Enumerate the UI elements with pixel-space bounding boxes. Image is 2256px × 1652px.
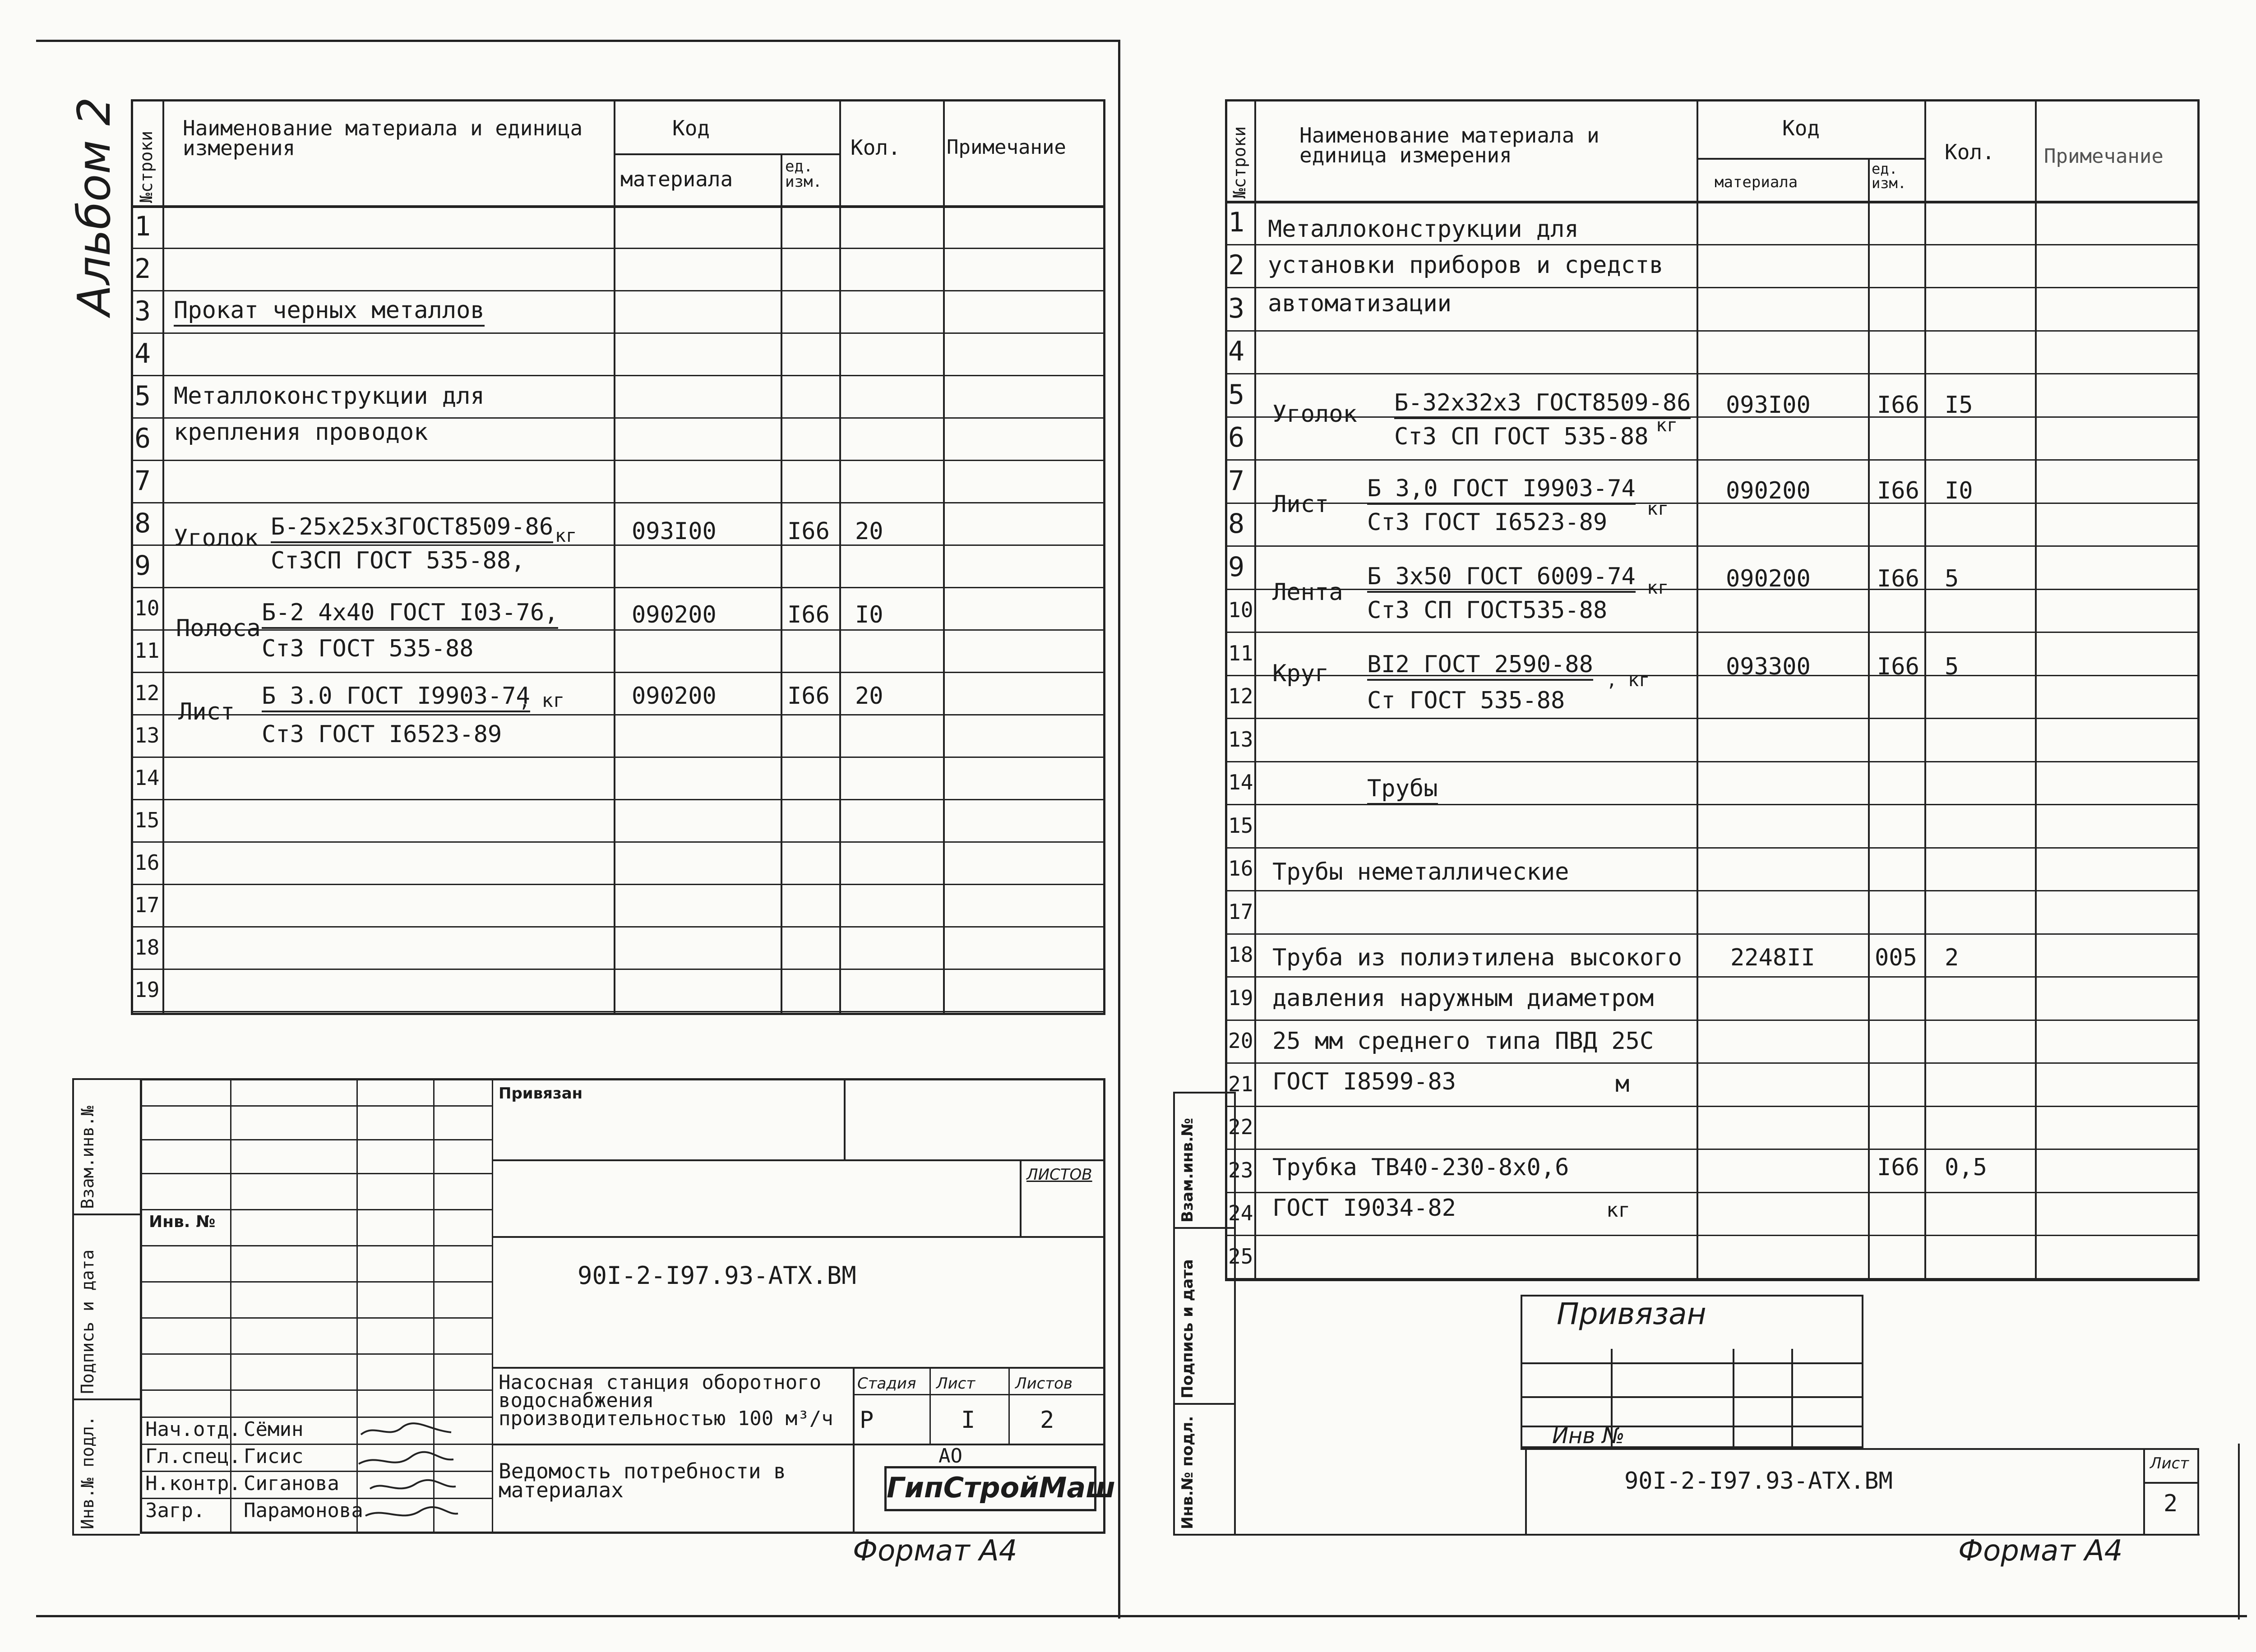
left-row12-code: 090200	[632, 683, 717, 710]
right-row-number: 7	[1228, 465, 1245, 497]
left-stamp-grid-line	[492, 1367, 1105, 1369]
right-row-line	[1225, 718, 2200, 719]
left-row-line	[131, 884, 1105, 885]
right-row-line	[1225, 330, 2200, 332]
right-row14-text: Трубы	[1367, 776, 1438, 801]
right-row7-unit: кг	[1647, 498, 1669, 519]
left-stamp-grid-line	[140, 1317, 492, 1319]
left-row-line	[131, 926, 1105, 928]
right-row-line	[1225, 933, 2200, 935]
left-row-number: 17	[134, 893, 160, 917]
right-stamp-sheet-label: Лист	[2150, 1454, 2189, 1472]
right-hdr-code-unit: ед. изм.	[1872, 160, 1907, 192]
left-row-line	[131, 969, 1105, 970]
right-hdr-qty: Кол.	[1945, 140, 1995, 164]
left-row-line	[131, 332, 1105, 334]
left-stamp-sheets: 2	[1040, 1407, 1054, 1434]
right-row-number: 4	[1228, 336, 1245, 368]
left-stamp-privyazan: Привязан	[499, 1084, 583, 1103]
right-row10-spec: Ст3 СП ГОСТ535-88	[1367, 597, 1608, 624]
left-row-number: 5	[134, 380, 151, 412]
left-logo: ГипСтройМаш	[884, 1466, 1096, 1511]
right-side-label-inv: Инв.№ подл.	[1179, 1416, 1197, 1529]
left-row-line	[131, 714, 1105, 715]
right-stamp-inv: Инв №	[1552, 1423, 1625, 1449]
right-row5-qty: I5	[1945, 392, 1973, 419]
left-row8-unit: кг	[555, 526, 577, 546]
right-row12-spec: Ст ГОСТ 535-88	[1367, 687, 1565, 714]
right-row-number: 9	[1228, 551, 1245, 583]
left-side-strip-bottom	[72, 1534, 140, 1536]
right-side-strip-top	[1173, 1092, 1234, 1094]
left-row3-text: Прокат черных металлов	[174, 298, 485, 323]
top-border-line	[36, 40, 1119, 42]
right-row-line	[1225, 890, 2200, 891]
right-hdr-code-material: материала	[1715, 173, 1798, 191]
right-stamp-row1	[1521, 1362, 1863, 1364]
right-row9-unitcode: I66	[1877, 565, 1919, 592]
right-row-number: 15	[1228, 813, 1253, 838]
left-stamp-sheet-label: Лист	[936, 1375, 975, 1393]
right-row7-spec: Б 3,0 ГОСТ I9903-74	[1367, 476, 1636, 501]
right-row19-text: давления наружным диаметром	[1272, 985, 1654, 1012]
right-stamp-right-edge	[2197, 1448, 2199, 1534]
right-code-subline	[1697, 158, 1924, 160]
right-row-line	[1225, 416, 2200, 418]
left-row8-code: 093I00	[632, 518, 717, 545]
right-row5-label: Уголок	[1272, 401, 1357, 428]
right-row-line	[1225, 1062, 2200, 1064]
left-row-number: 9	[134, 550, 151, 581]
left-row-number: 11	[134, 638, 160, 663]
left-row-number: 8	[134, 508, 151, 539]
left-stamp-grid-line	[492, 1159, 1105, 1161]
left-row12-label: Лист	[178, 698, 235, 725]
right-stamp-row2	[1521, 1396, 1863, 1398]
left-format-label: Формат А4	[853, 1534, 1017, 1568]
left-row-number: 18	[134, 935, 160, 960]
left-row12-unitcode: I66	[787, 683, 830, 710]
left-hdr-rownum: №строки	[136, 130, 156, 203]
left-row-line	[131, 841, 1105, 843]
left-logo-top: АО	[938, 1444, 962, 1467]
left-stamp-sheet-title: Ведомость потребности в материалах	[499, 1459, 786, 1502]
right-row-number: 22	[1228, 1115, 1253, 1140]
left-stamp-listov: ЛИСТОВ	[1026, 1166, 1092, 1184]
right-row2-text: установки приборов и средств	[1268, 252, 1664, 279]
right-row7-code: 090200	[1726, 477, 1811, 504]
left-row-number: 1	[134, 211, 151, 242]
right-row-number: 10	[1228, 598, 1253, 623]
right-row-number: 1	[1228, 206, 1245, 238]
right-row-number: 17	[1228, 899, 1253, 924]
right-hdr-name: Наименование материала и единица измерения	[1299, 123, 1600, 167]
right-row-number: 20	[1228, 1029, 1253, 1053]
right-row-number: 2	[1228, 249, 1245, 281]
right-row23-unitcode: I66	[1877, 1154, 1919, 1181]
right-stamp-doc-code: 90I-2-I97.93-АТХ.ВМ	[1624, 1467, 1893, 1495]
right-row1-text: Металлоконструкции для	[1268, 216, 1579, 243]
left-stamp-grid-line	[929, 1367, 931, 1444]
left-row-line	[131, 629, 1105, 631]
left-stamp-stage: Р	[860, 1407, 874, 1434]
right-row7-unitcode: I66	[1877, 477, 1919, 504]
left-staff-name-1: Сёмин	[244, 1418, 304, 1441]
left-stamp-grid-line	[140, 1209, 492, 1210]
left-row-number: 15	[134, 808, 160, 832]
left-row12-qty: 20	[855, 683, 883, 710]
right-side-label-vzam: Взам.инв.№	[1179, 1118, 1197, 1223]
right-row5-unitcode: I66	[1877, 392, 1919, 419]
left-hdr-code: Код	[672, 116, 710, 140]
album-label: Альбом 2	[68, 97, 120, 316]
left-stamp-grid-line	[492, 1236, 1105, 1238]
left-row-number: 13	[134, 723, 160, 748]
right-row5-spec: Б-32х32х3 ГОСТ8509-86	[1394, 390, 1691, 415]
left-row-number: 14	[134, 766, 160, 790]
right-row11-code: 093300	[1726, 653, 1811, 680]
right-row7-label: Лист	[1272, 491, 1329, 518]
left-row-number: 6	[134, 423, 151, 454]
right-stamp-sheet: 2	[2164, 1490, 2178, 1517]
right-col-note	[2035, 99, 2037, 1281]
left-side-strip-top	[72, 1078, 140, 1080]
right-row20-text: 25 мм среднего типа ПВД 25С	[1272, 1028, 1654, 1055]
right-header-bottom	[1225, 201, 2200, 203]
right-format-label: Формат А4	[1958, 1534, 2123, 1568]
right-side-strip-sep2	[1173, 1403, 1234, 1405]
left-staff-name-4: Парамонова	[244, 1499, 363, 1522]
right-row-line	[1225, 545, 2200, 547]
right-row-number: 24	[1228, 1201, 1253, 1226]
right-row-number: 25	[1228, 1244, 1253, 1269]
left-stamp-doc-code: 90I-2-I97.93-АТХ.ВМ	[578, 1261, 856, 1290]
right-row-number: 18	[1228, 942, 1253, 967]
right-row11-spec: ВI2 ГОСТ 2590-88	[1367, 652, 1593, 677]
left-row-number: 16	[134, 850, 160, 875]
right-hdr-code: Код	[1782, 116, 1820, 140]
left-row8-label: Уголок	[174, 525, 259, 552]
right-row18-unitcode: 005	[1875, 944, 1917, 971]
left-side-strip-sep2	[72, 1398, 140, 1400]
right-row-line	[1225, 1020, 2200, 1021]
left-stamp-grid-line	[853, 1367, 855, 1534]
right-row-number: 21	[1228, 1071, 1253, 1096]
right-row-line	[1225, 1278, 2200, 1279]
right-row8-spec: Ст3 ГОСТ I6523-89	[1367, 509, 1608, 536]
left-stamp-grid-line	[140, 1389, 492, 1391]
right-row-line	[1225, 632, 2200, 633]
left-hdr-note: Примечание	[947, 136, 1066, 159]
right-row-number: 19	[1228, 985, 1253, 1010]
left-row12-unit: , кг	[519, 689, 565, 711]
left-row8-unitcode: I66	[787, 518, 830, 545]
left-row-number: 3	[134, 295, 151, 327]
left-stamp-grid-line	[1008, 1367, 1010, 1444]
left-row-line	[131, 290, 1105, 291]
right-row24-text: ГОСТ I9034-82	[1272, 1195, 1456, 1222]
right-edge-line	[2238, 1444, 2240, 1620]
right-row-line	[1225, 287, 2200, 288]
right-row-line	[1225, 373, 2200, 374]
left-row-line	[131, 375, 1105, 376]
right-row23-qty: 0,5	[1945, 1154, 1987, 1181]
left-row-line	[131, 545, 1105, 546]
right-stamp-privyazan: Привязан	[1557, 1297, 1706, 1331]
left-staff-role-4: Загр.	[145, 1499, 205, 1522]
right-row5-code: 093I00	[1726, 392, 1811, 419]
left-side-label-sign: Подпись и дата	[78, 1249, 97, 1394]
left-row-line	[131, 460, 1105, 461]
left-side-label-inv: Инв.№ подл.	[78, 1416, 97, 1529]
right-col-unit	[1868, 158, 1870, 1281]
left-stamp-grid-line	[140, 1281, 492, 1283]
left-stamp-grid-line	[492, 1444, 1105, 1445]
right-row11-qty: 5	[1945, 653, 1959, 680]
left-row10-spec: Б-2 4х40 ГОСТ I03-76,	[262, 600, 558, 625]
right-row-line	[1225, 1149, 2200, 1150]
left-hdr-code-unit: ед. изм.	[785, 157, 822, 191]
right-row18-qty: 2	[1945, 944, 1959, 971]
left-row-line	[131, 587, 1105, 588]
right-hdr-rownum: №строки	[1230, 126, 1249, 198]
left-stamp-project-title: Насосная станция оборотного водоснабжения производительностью 100 м³/ч	[499, 1371, 833, 1430]
right-row11-label: Круг	[1272, 660, 1329, 687]
right-row11-unitcode: I66	[1877, 653, 1919, 680]
right-col-code-start	[1697, 99, 1698, 1281]
right-row9-qty: 5	[1945, 565, 1959, 592]
left-stamp-stage-label: Стадия	[857, 1375, 916, 1393]
right-row-number: 8	[1228, 508, 1245, 540]
left-stamp-grid-line	[140, 1105, 492, 1107]
left-header-bottom	[131, 205, 1105, 208]
left-staff-role-3: Н.контр.	[145, 1472, 241, 1495]
right-stamp-col3	[1791, 1349, 1793, 1448]
left-hdr-code-material: материала	[620, 167, 733, 191]
right-row9-unit: кг	[1647, 577, 1669, 598]
left-row-line	[131, 502, 1105, 503]
left-stamp-grid-line	[492, 1078, 493, 1534]
left-row9-spec: Ст3СП ГОСТ 535-88,	[271, 547, 525, 574]
left-row-line	[131, 757, 1105, 758]
left-row-line	[131, 1011, 1105, 1012]
left-col-note	[943, 99, 945, 1015]
left-staff-role-1: Нач.отд.	[145, 1418, 241, 1441]
right-side-label-sign: Подпись и дата	[1179, 1259, 1197, 1398]
right-row-number: 5	[1228, 378, 1245, 411]
left-col-unit	[781, 153, 782, 1015]
right-col-rownum	[1254, 99, 1256, 1281]
left-code-subline	[614, 153, 839, 155]
right-row-number: 14	[1228, 770, 1253, 795]
right-row11-unit: , кг	[1606, 670, 1650, 691]
bottom-border-line	[36, 1615, 2247, 1617]
right-row23-text: Трубка ТВ40-230-8х0,6	[1272, 1154, 1569, 1181]
left-side-strip-sep1	[72, 1214, 140, 1215]
right-row-number: 11	[1228, 641, 1253, 665]
left-row-line	[131, 672, 1105, 673]
right-row3-text: автоматизации	[1268, 290, 1452, 317]
right-row-number: 16	[1228, 856, 1253, 881]
left-col-rownum	[162, 99, 164, 1015]
left-row10-qty: I0	[855, 601, 883, 628]
left-stamp-inv: Инв. №	[149, 1213, 216, 1231]
left-stamp-grid-line	[1020, 1159, 1022, 1236]
left-row12-spec: Б 3.0 ГОСТ I9903-74	[262, 683, 530, 709]
right-row-line	[1225, 244, 2200, 245]
right-row-number: 13	[1228, 727, 1253, 752]
left-stamp-grid-line	[853, 1394, 1105, 1395]
left-side-strip-edge	[72, 1078, 74, 1534]
right-row-line	[1225, 1106, 2200, 1107]
left-staff-role-2: Гл.спец.	[145, 1445, 241, 1468]
right-row-number: 6	[1228, 422, 1245, 454]
left-stamp-grid-line	[140, 1173, 492, 1174]
left-row13-spec: Ст3 ГОСТ I6523-89	[262, 721, 502, 748]
right-row7-qty: I0	[1945, 477, 1973, 504]
right-row-number: 12	[1228, 684, 1253, 709]
right-row-line	[1225, 761, 2200, 762]
right-row9-label: Лента	[1272, 579, 1343, 606]
right-row-line	[1225, 1192, 2200, 1193]
left-signatures	[356, 1421, 460, 1529]
left-side-label-vzam: Взам.инв.№	[78, 1106, 97, 1209]
right-row21-text: ГОСТ I8599-83	[1272, 1068, 1456, 1095]
right-row16-text: Трубы неметаллические	[1272, 858, 1569, 886]
right-row-number: 3	[1228, 292, 1245, 324]
left-staff-name-3: Сиганова	[244, 1472, 339, 1495]
right-row9-spec: Б 3х50 ГОСТ 6009-74	[1367, 564, 1636, 589]
left-row-number: 4	[134, 338, 151, 369]
left-hdr-name: Наименование материала и единица измерения	[183, 116, 583, 160]
page-divider	[1118, 40, 1120, 1619]
left-row-line	[131, 248, 1105, 249]
left-staff-name-2: Гисис	[244, 1445, 304, 1468]
left-row8-qty: 20	[855, 518, 883, 545]
right-row-number: 23	[1228, 1158, 1253, 1182]
right-row6-unit: кг	[1656, 415, 1678, 436]
left-row6-text: крепления проводок	[174, 419, 428, 446]
right-stamp-sheet-sep	[2143, 1448, 2145, 1534]
left-row-number: 7	[134, 465, 151, 497]
right-row21-unit: м	[1615, 1071, 1630, 1098]
left-stamp-sheet: I	[961, 1407, 975, 1434]
left-row-number: 12	[134, 681, 160, 705]
right-row-line	[1225, 847, 2200, 849]
left-stamp-grid-line	[844, 1078, 846, 1159]
right-row-line	[1225, 1235, 2200, 1236]
left-stamp-sheets-label: Листов	[1015, 1375, 1073, 1393]
left-col-qty	[839, 99, 841, 1015]
right-side-strip-bottom	[1173, 1534, 1234, 1536]
right-row18-text: Труба из полиэтилена высокого	[1272, 944, 1682, 971]
left-row8-spec: Б-25х25х3ГОСТ8509-86	[271, 514, 553, 540]
right-row6-spec: Ст3 СП ГОСТ 535-88	[1394, 423, 1649, 450]
left-stamp-grid-line	[140, 1139, 492, 1140]
left-hdr-qty: Кол.	[851, 135, 901, 160]
right-col-qty	[1924, 99, 1926, 1281]
left-row10-unitcode: I66	[787, 601, 830, 628]
left-row11-spec: Ст3 ГОСТ 535-88	[262, 635, 474, 662]
left-row-number: 2	[134, 253, 151, 285]
left-row-number: 19	[134, 978, 160, 1002]
left-stamp-grid-line	[140, 1353, 492, 1355]
right-stamp-sheet-line	[2143, 1482, 2197, 1484]
right-side-strip-sep1	[1173, 1227, 1234, 1229]
left-row10-label: Полоса	[176, 615, 261, 642]
right-hdr-note: Примечание	[2044, 145, 2164, 168]
left-row-line	[131, 799, 1105, 800]
right-row9-code: 090200	[1726, 565, 1811, 592]
right-row24-unit: кг	[1606, 1199, 1630, 1222]
right-row18-code: 2248II	[1730, 944, 1815, 971]
left-row-number: 10	[134, 596, 160, 620]
right-row-line	[1225, 459, 2200, 461]
left-row10-code: 090200	[632, 601, 717, 628]
right-side-strip-edge	[1173, 1092, 1175, 1534]
right-row-line	[1225, 976, 2200, 978]
right-stamp-left-edge	[1234, 1281, 1236, 1534]
left-col-code-start	[614, 99, 615, 1015]
right-stamp-col2	[1733, 1349, 1734, 1448]
left-row5-text: Металлоконструкции для	[174, 383, 485, 410]
left-stamp-grid-line	[140, 1245, 492, 1246]
right-stamp-code-left	[1525, 1448, 1527, 1534]
